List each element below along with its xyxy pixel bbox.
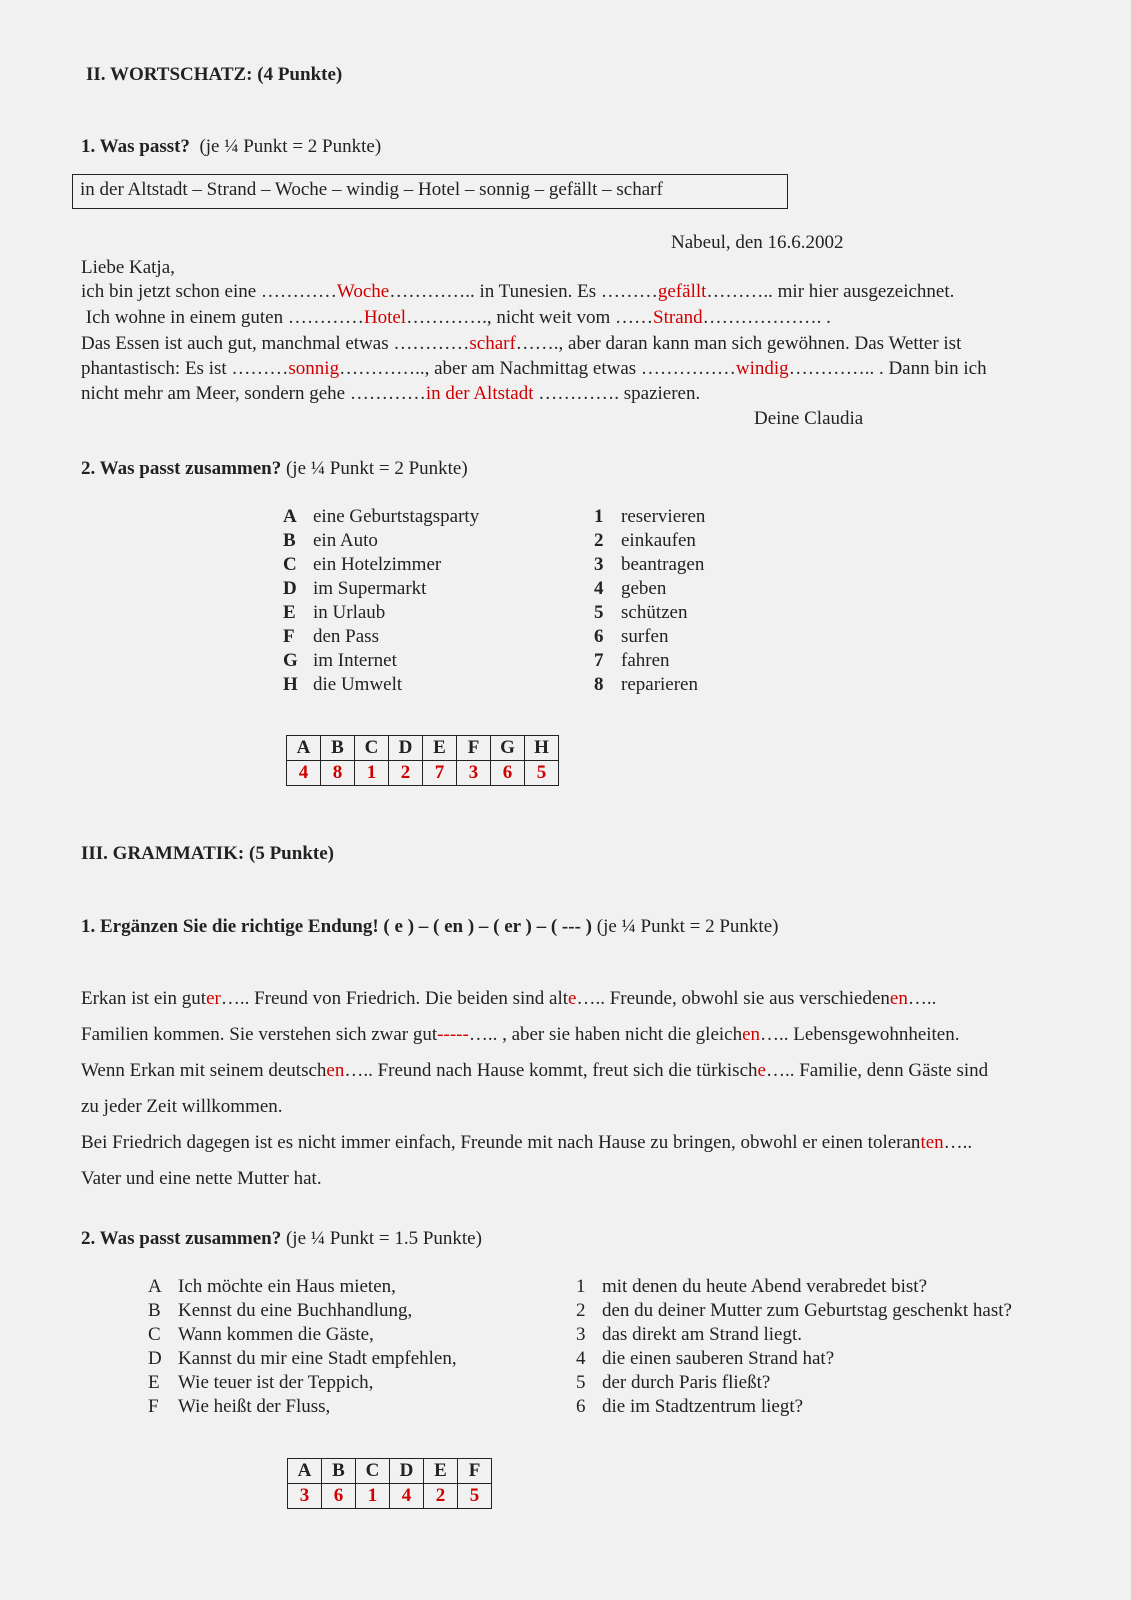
grammar-match-left-text: Wann kommen die Gäste,	[178, 1324, 374, 1345]
answer-table-value-cell: 7	[423, 761, 457, 786]
grammar-match-right-item	[576, 1276, 927, 1298]
grammar-text: Bei Friedrich dagegen ist es nicht immer einfach, Freunde mit nach Hause zu bringen, obwohl er einen toleran	[81, 1132, 921, 1153]
grammar-exercise-2-title: 2. Was passt zusammen?	[81, 1228, 282, 1249]
grammar-exercise-1-title: 1. Ergänzen Sie die richtige Endung! ( e ) – ( en ) – ( er ) – ( --- )	[81, 916, 592, 937]
grammar-match-left-text: Ich möchte ein Haus mieten,	[178, 1276, 396, 1297]
answer-table-header-cell: G	[491, 736, 525, 761]
grammar-match-left-item	[148, 1348, 457, 1370]
letter-greeting: Liebe Katja,	[81, 257, 175, 278]
grammar-match-left-key: C	[148, 1324, 161, 1345]
match-right-text: reservieren	[621, 506, 706, 527]
letter-text: Das Essen ist auch gut, manchmal etwas …………	[81, 333, 470, 354]
ending-fill: er	[206, 988, 221, 1009]
grammar-match-right-text: den du deiner Mutter zum Geburtstag geschenkt hast?	[602, 1300, 1012, 1321]
answer-fill: Strand	[653, 307, 703, 328]
letter-text: nicht mehr am Meer, sondern gehe …………	[81, 383, 426, 404]
match-right-item	[594, 506, 705, 528]
match-left-item	[283, 602, 385, 624]
grammar-text: …..	[943, 1132, 973, 1153]
grammar-answer-table-header-cell: F	[458, 1459, 492, 1484]
letter-line-4	[81, 358, 987, 380]
grammar-line-5	[81, 1132, 972, 1154]
letter-text: ………….. in Tunesien. Es ………	[389, 281, 658, 302]
answer-fill: windig	[735, 358, 789, 379]
letter-text: …………. spazieren.	[533, 383, 701, 404]
ending-fill: ten	[920, 1132, 944, 1153]
letter-line-5	[81, 383, 700, 405]
match-right-item	[594, 602, 687, 624]
grammar-text: Erkan ist ein gut	[81, 988, 207, 1009]
grammar-match-right-text: der durch Paris fließt?	[602, 1372, 771, 1393]
grammar-match-right-item	[576, 1300, 1012, 1322]
answer-table-value-cell: 5	[525, 761, 559, 786]
answer-table-value-cell: 3	[457, 761, 491, 786]
letter-text: ………….. . Dann bin ich	[788, 358, 987, 379]
grammar-match-left-item	[148, 1300, 412, 1322]
answer-table-value-cell: 4	[287, 761, 321, 786]
answer-table-value-cell: 6	[491, 761, 525, 786]
grammar-text: …..	[907, 988, 937, 1009]
grammar-answer-table-header-cell: B	[322, 1459, 356, 1484]
match-right-key: 4	[594, 578, 604, 599]
match-right-item	[594, 554, 704, 576]
grammar-answer-table-header-cell: A	[288, 1459, 322, 1484]
grammar-text: ….. Freund nach Hause kommt, freut sich die türkisch	[344, 1060, 758, 1081]
grammar-answer-table-value-cell: 5	[458, 1484, 492, 1509]
grammar-match-right-key: 3	[576, 1324, 586, 1345]
grammar-match-left-key: B	[148, 1300, 161, 1321]
match-right-key: 1	[594, 506, 604, 527]
grammar-match-right-key: 1	[576, 1276, 586, 1297]
match-left-text: im Supermarkt	[313, 578, 427, 599]
answer-fill: scharf	[469, 333, 516, 354]
exercise-1-title: 1. Was passt?	[81, 136, 190, 157]
letter-line-1	[81, 281, 954, 303]
match-right-text: surfen	[621, 626, 669, 647]
grammar-exercise-2-heading	[81, 1228, 482, 1250]
grammar-match-right-key: 6	[576, 1396, 586, 1417]
grammar-match-right-key: 4	[576, 1348, 586, 1369]
grammar-line-3	[81, 1060, 988, 1082]
grammar-answer-table	[287, 1458, 492, 1509]
exercise-2-points: (je ¼ Punkt = 2 Punkte)	[285, 458, 468, 479]
grammar-answer-table-header-cell: C	[356, 1459, 390, 1484]
grammar-match-left-text: Kannst du mir eine Stadt empfehlen,	[178, 1348, 457, 1369]
match-right-item	[594, 578, 666, 600]
grammar-match-right-text: das direkt am Strand liegt.	[602, 1324, 802, 1345]
grammar-match-right-item	[576, 1372, 770, 1394]
answer-table-header-cell: C	[355, 736, 389, 761]
answer-table-header-cell: E	[423, 736, 457, 761]
letter-text: ich bin jetzt schon eine …………	[81, 281, 337, 302]
match-right-item	[594, 626, 668, 648]
match-right-text: geben	[621, 578, 667, 599]
grammar-match-left-key: D	[148, 1348, 162, 1369]
grammar-exercise-1-points: (je ¼ Punkt = 2 Punkte)	[596, 916, 779, 937]
match-right-text: fahren	[621, 650, 670, 671]
exercise-1-heading	[81, 136, 381, 158]
grammar-answer-table-value-cell: 4	[390, 1484, 424, 1509]
grammar-match-right-text: die einen sauberen Strand hat?	[602, 1348, 835, 1369]
letter-text: Ich wohne in einem guten …………	[81, 307, 364, 328]
grammar-match-left-text: Kennst du eine Buchhandlung,	[178, 1300, 413, 1321]
match-right-text: einkaufen	[621, 530, 696, 551]
grammar-match-left-key: E	[148, 1372, 160, 1393]
match-left-item	[283, 626, 379, 648]
grammar-answer-table-header-cell: E	[424, 1459, 458, 1484]
grammar-answer-table-value-cell: 3	[288, 1484, 322, 1509]
answer-table-header-cell: B	[321, 736, 355, 761]
match-left-text: ein Auto	[313, 530, 378, 551]
exercise-2-title: 2. Was passt zusammen?	[81, 458, 282, 479]
grammar-match-right-item	[576, 1348, 834, 1370]
match-right-item	[594, 674, 698, 696]
letter-text: ……….. mir hier ausgezeichnet.	[706, 281, 955, 302]
word-box: in der Altstadt – Strand – Woche – windig – Hotel – sonnig – gefällt – scharf	[72, 174, 788, 209]
answer-fill: Woche	[336, 281, 390, 302]
grammar-match-left-item	[148, 1372, 373, 1394]
match-left-text: in Urlaub	[313, 602, 386, 623]
grammar-match-right-text: mit denen du heute Abend verabredet bist?	[602, 1276, 928, 1297]
grammar-text: ….. , aber sie haben nicht die gleich	[468, 1024, 743, 1045]
answer-table-value-cell: 8	[321, 761, 355, 786]
grammar-text: Wenn Erkan mit seinem deutsch	[81, 1060, 327, 1081]
match-left-item	[283, 674, 402, 696]
grammar-match-right-key: 5	[576, 1372, 586, 1393]
answer-table-header-cell: A	[287, 736, 321, 761]
match-left-key: G	[283, 650, 298, 671]
grammar-answer-table-header-cell: D	[390, 1459, 424, 1484]
match-left-key: H	[283, 674, 298, 695]
grammar-text: ….. Lebensgewohnheiten.	[760, 1024, 960, 1045]
grammar-line-2	[81, 1024, 960, 1046]
match-left-key: F	[283, 626, 295, 647]
match-left-item	[283, 650, 397, 672]
match-right-key: 2	[594, 530, 604, 551]
answer-table-header-cell: F	[457, 736, 491, 761]
answer-table-header-cell: H	[525, 736, 559, 761]
letter-text: ……., aber daran kann man sich gewöhnen. Das Wetter ist	[515, 333, 962, 354]
grammar-match-right-item	[576, 1324, 802, 1346]
section-title-wortschatz: II. WORTSCHATZ: (4 Punkte)	[86, 64, 343, 85]
grammar-answer-table-value-cell: 6	[322, 1484, 356, 1509]
exercise-2-heading	[81, 458, 468, 480]
grammar-match-left-item	[148, 1276, 396, 1298]
match-right-key: 7	[594, 650, 604, 671]
answer-table	[286, 735, 559, 786]
match-left-key: B	[283, 530, 296, 551]
grammar-line-6: Vater und eine nette Mutter hat.	[81, 1168, 322, 1189]
letter-text: ………….., aber am Nachmittag etwas ……………	[339, 358, 736, 379]
grammar-match-left-text: Wie teuer ist der Teppich,	[178, 1372, 374, 1393]
exercise-1-points: (je ¼ Punkt = 2 Punkte)	[199, 136, 382, 157]
match-right-key: 3	[594, 554, 604, 575]
match-right-item	[594, 530, 696, 552]
letter-text: phantastisch: Es ist ………	[81, 358, 289, 379]
grammar-match-left-item	[148, 1396, 330, 1418]
match-left-text: ein Hotelzimmer	[313, 554, 442, 575]
grammar-exercise-1-heading	[81, 916, 778, 938]
grammar-match-left-text: Wie heißt der Fluss,	[178, 1396, 331, 1417]
grammar-match-left-item	[148, 1324, 374, 1346]
answer-table-value-cell: 1	[355, 761, 389, 786]
match-right-text: beantragen	[621, 554, 705, 575]
grammar-line-1	[81, 988, 936, 1010]
letter-line-3	[81, 333, 961, 355]
ending-fill: e	[568, 988, 577, 1009]
match-right-key: 6	[594, 626, 604, 647]
answer-fill: gefällt	[657, 281, 707, 302]
letter-line-2	[81, 307, 831, 329]
match-right-text: schützen	[621, 602, 688, 623]
match-left-key: E	[283, 602, 296, 623]
match-left-text: den Pass	[313, 626, 379, 647]
match-left-text: die Umwelt	[313, 674, 403, 695]
grammar-text: ….. Freunde, obwohl sie aus verschieden	[576, 988, 890, 1009]
grammar-match-left-key: A	[148, 1276, 162, 1297]
match-right-text: reparieren	[621, 674, 698, 695]
match-left-text: im Internet	[313, 650, 397, 671]
match-right-key: 8	[594, 674, 604, 695]
match-left-item	[283, 578, 426, 600]
match-left-key: A	[283, 506, 297, 527]
match-left-item	[283, 554, 441, 576]
match-right-key: 5	[594, 602, 604, 623]
match-left-key: C	[283, 554, 297, 575]
match-left-text: eine Geburtstagsparty	[313, 506, 480, 527]
grammar-match-left-key: F	[148, 1396, 159, 1417]
answer-table-value-cell: 2	[389, 761, 423, 786]
ending-fill: en	[742, 1024, 761, 1045]
ending-fill: -----	[437, 1024, 469, 1045]
letter-text: …………., nicht weit vom ……	[406, 307, 654, 328]
letter-date: Nabeul, den 16.6.2002	[671, 232, 844, 253]
match-right-item	[594, 650, 670, 672]
answer-fill: Hotel	[363, 307, 407, 328]
grammar-match-right-text: die im Stadtzentrum liegt?	[602, 1396, 804, 1417]
match-left-key: D	[283, 578, 297, 599]
grammar-text: ….. Freund von Friedrich. Die beiden sind alt	[220, 988, 569, 1009]
letter-text: ………………. .	[702, 307, 831, 328]
ending-fill: en	[326, 1060, 345, 1081]
answer-fill: in der Altstadt	[425, 383, 534, 404]
ending-fill: en	[889, 988, 908, 1009]
grammar-answer-table-value-cell: 1	[356, 1484, 390, 1509]
answer-table-header-cell: D	[389, 736, 423, 761]
grammar-text: ….. Familie, denn Gäste sind	[765, 1060, 989, 1081]
answer-fill: sonnig	[288, 358, 340, 379]
grammar-text: Familien kommen. Sie verstehen sich zwar gut	[81, 1024, 438, 1045]
section-title-grammatik: III. GRAMMATIK: (5 Punkte)	[81, 843, 334, 864]
grammar-match-right-key: 2	[576, 1300, 586, 1321]
grammar-answer-table-value-cell: 2	[424, 1484, 458, 1509]
grammar-match-right-item	[576, 1396, 803, 1418]
letter-signature: Deine Claudia	[754, 408, 864, 429]
ending-fill: e	[757, 1060, 766, 1081]
match-left-item	[283, 506, 479, 528]
grammar-exercise-2-points: (je ¼ Punkt = 1.5 Punkte)	[285, 1228, 482, 1249]
grammar-line-4: zu jeder Zeit willkommen.	[81, 1096, 283, 1117]
match-left-item	[283, 530, 378, 552]
